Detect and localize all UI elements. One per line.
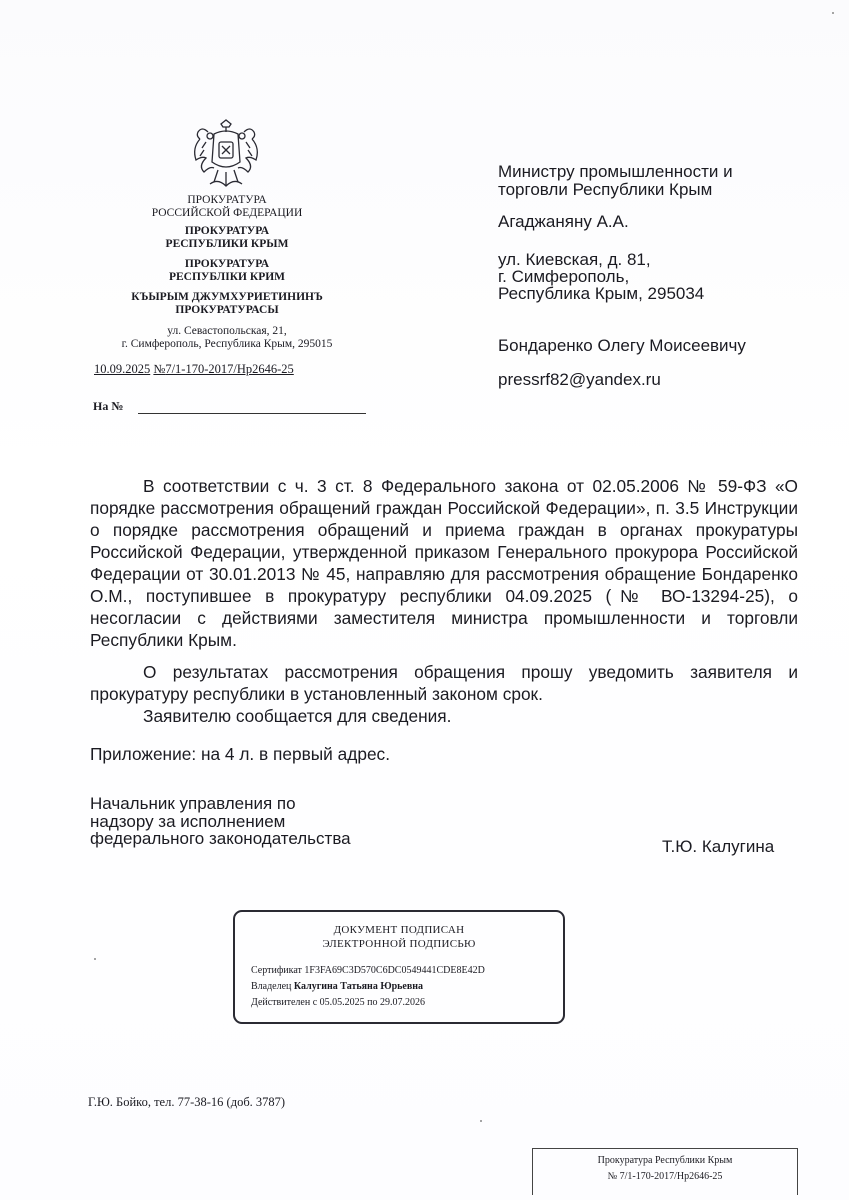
regional-org-crh-line1: КЪЫРЫМ ДЖУМХУРИЕТИНИНЪ (131, 291, 323, 303)
signatory-position-line3: федерального законодательства (90, 829, 351, 848)
scan-speck (94, 958, 96, 960)
org-name-line2: РОССИЙСКОЙ ФЕДЕРАЦИИ (151, 207, 303, 219)
stamp-title-line2: ЭЛЕКТРОННОЙ ПОДПИСЬЮ (322, 938, 476, 950)
stamp-certificate-label: Сертификат (251, 965, 302, 976)
coat-of-arms-icon (188, 118, 264, 192)
stamp-valid-to-label: по (367, 997, 378, 1008)
regional-org-ru-line1: ПРОКУРАТУРА (184, 225, 270, 237)
stamp-certificate-value: 1F3FA69C3D570C6DC0549441CDE8E42D (304, 965, 485, 976)
addressee-street: ул. Киевская, д. 81, (498, 250, 651, 269)
addressee-line2: торговли Республики Крым (498, 180, 713, 199)
stamp-owner-label: Владелец (251, 981, 292, 992)
regional-org-crh-line2: ПРОКУРАТУРАСЫ (175, 304, 279, 316)
registration-box-line2: № 7/1-170-2017/Нр2646-25 (607, 1171, 723, 1182)
body-paragraph-1: В соответствии с ч. 3 ст. 8 Федерального закона от 02.05.2006 № 59-ФЗ «О порядке рассмотрения обращений граждан Российской Федерации», п. 3.5 Инструкции о порядке рассмотрения обращений и приема граждан в органах прокуратуры Российской Федерации, утвержденной приказом Генерального прокурора Российской Федерации от 30.01.2013 № 45, направляю для рассмотрения обращение Бондаренко О.М., поступившее в прокуратуру республики 04.09.2025 (№ ВО-13294-25), о несогласии с действиями заместителя министра промышленности и торговли Республики Крым. (90, 476, 798, 650)
regional-org-ua-line2: РЕСПУБЛІКИ КРИМ (168, 271, 286, 283)
signatory-position-line1: Начальник управления по (90, 794, 296, 813)
registration-box (532, 1148, 798, 1195)
registration-line (94, 362, 344, 377)
stamp-certificate (251, 965, 485, 976)
regional-org-ru-line2: РЕСПУБЛИКИ КРЫМ (165, 238, 289, 250)
stamp-validity (251, 997, 425, 1008)
registration-box-line1: Прокуратура Республики Крым (597, 1155, 733, 1166)
incoming-ref-label: На № (93, 399, 124, 413)
stamp-valid-label: Действителен с (251, 997, 318, 1008)
org-name-line1: ПРОКУРАТУРА (187, 194, 267, 206)
stamp-owner (251, 981, 423, 992)
stamp-title-line1: ДОКУМЕНТ ПОДПИСАН (333, 924, 465, 936)
outgoing-date: 10.09.2025 (94, 362, 151, 376)
electronic-signature-stamp (233, 910, 565, 1024)
outgoing-number: 7/1-170-2017/Нр2646-25 (165, 362, 294, 376)
second-addressee-name: Бондаренко Олегу Моисеевичу (498, 336, 746, 355)
second-addressee-email: pressrf82@yandex.ru (498, 370, 661, 389)
incoming-ref-blank-line (138, 413, 366, 414)
addressee-name: Агаджаняну А.А. (498, 212, 629, 231)
attachment-note: Приложение: на 4 л. в первый адрес. (90, 744, 390, 764)
signatory-position (90, 795, 351, 848)
addressee-line1: Министру промышленности и (498, 162, 733, 181)
scan-speck (480, 1120, 482, 1122)
stamp-valid-to: 29.07.2026 (380, 997, 426, 1008)
stamp-valid-from: 05.05.2025 (319, 997, 365, 1008)
executor-contact: Г.Ю. Бойко, тел. 77-38-16 (доб. 3787) (88, 1095, 286, 1109)
stamp-owner-value: Калугина Татьяна Юрьевна (293, 981, 424, 992)
org-address-line1: ул. Севастопольская, 21, (167, 325, 287, 337)
addressee-region: Республика Крым, 295034 (498, 284, 705, 303)
signatory-name: Т.Ю. Калугина (662, 837, 775, 856)
body-paragraph-3: Заявителю сообщается для сведения. (143, 706, 452, 726)
body-paragraph-2: О результатах рассмотрения обращения прошу уведомить заявителя и прокуратуру республики в установленный законом срок. (90, 662, 798, 704)
addressee-city: г. Симферополь, (498, 267, 630, 286)
signatory-position-line2: надзору за исполнением (90, 811, 286, 831)
regional-org-ua-line1: ПРОКУРАТУРА (184, 258, 270, 270)
scan-speck (832, 12, 834, 14)
outgoing-number-prefix: № (153, 362, 166, 376)
org-address-line2: г. Симферополь, Республика Крым, 295015 (121, 338, 333, 350)
